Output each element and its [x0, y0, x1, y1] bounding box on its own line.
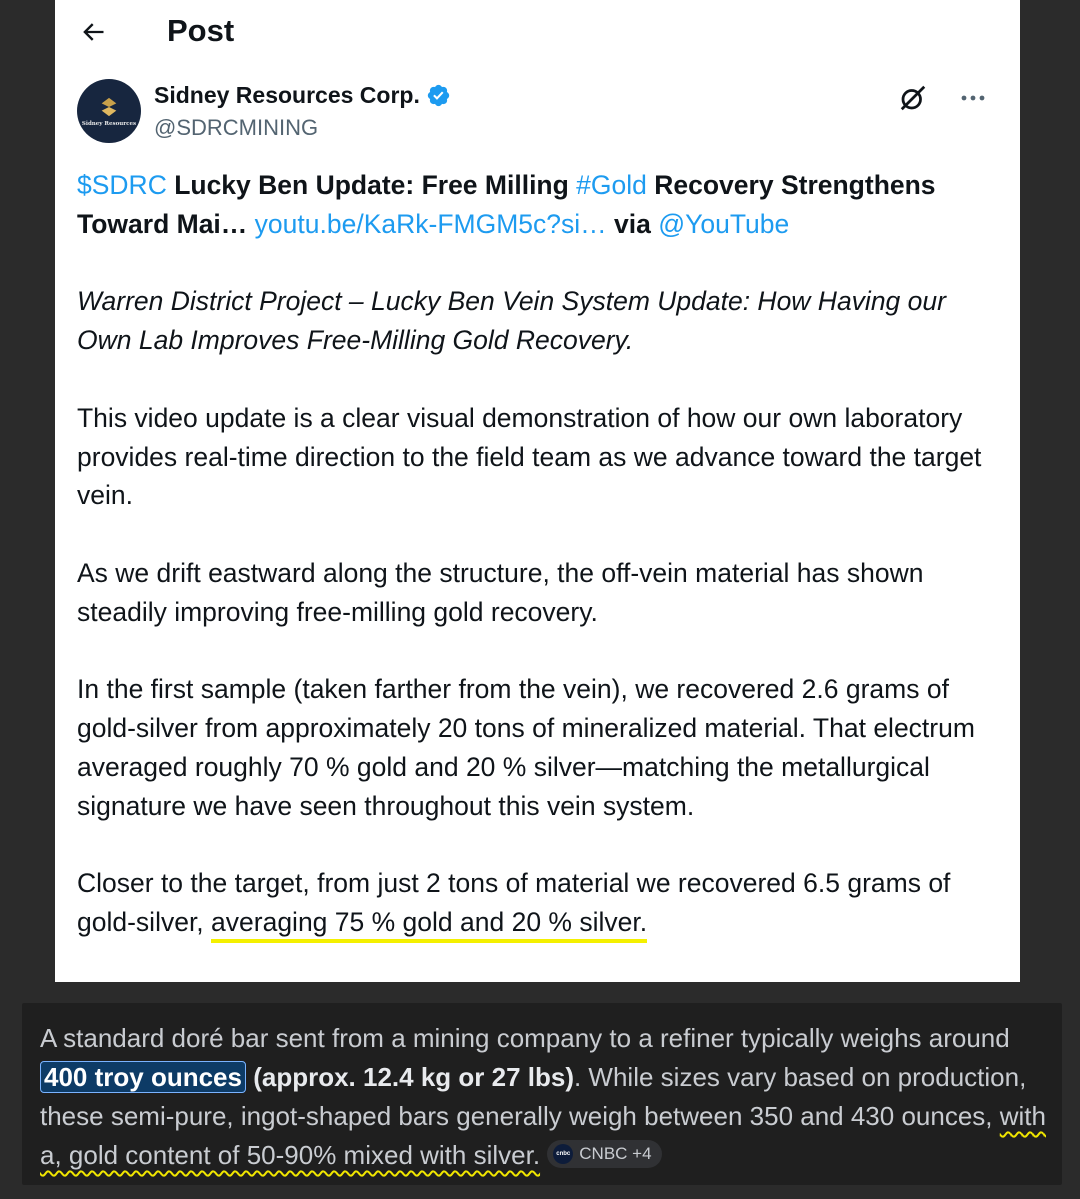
italic-paragraph: Warren District Project – Lucky Ben Vein System Update: How Having our Own Lab Improves Free-Milling Gold Recovery. — [77, 286, 946, 356]
display-name-text: Sidney Resources Corp. — [154, 82, 420, 108]
handle[interactable]: @SDRCMINING — [154, 115, 319, 140]
page-title: Post — [167, 13, 235, 48]
headline-text-a: Lucky Ben Update: Free Milling — [166, 170, 577, 200]
paragraph-3: As we drift eastward along the structure, the off-vein material has shown steadily improving free-milling gold recovery. — [77, 557, 924, 627]
source-chip[interactable] — [547, 1140, 661, 1168]
paragraph-5 — [77, 864, 1002, 942]
ai-bold-text: (approx. 12.4 kg or 27 lbs) — [245, 1062, 574, 1092]
highlighted-phrase: averaging 75 % gold and 20 % silver. — [211, 907, 647, 943]
paragraph-2: This video update is a clear visual demonstration of how our own laboratory provides real-time direction to the field team as we advance toward the target vein. — [77, 402, 982, 511]
more-options-icon[interactable] — [958, 83, 988, 113]
paragraph-5-text: Closer to the target, from just 2 tons of material we recovered 6.5 grams of gold-silver, — [77, 868, 951, 938]
post-header — [55, 0, 1020, 64]
ai-highlight: 400 troy ounces — [40, 1061, 246, 1093]
grok-icon[interactable] — [898, 83, 928, 113]
ai-text-a: A standard doré bar sent from a mining company to a refiner typically weighs around — [40, 1023, 1010, 1053]
back-arrow-icon — [79, 18, 107, 46]
avatar[interactable] — [77, 79, 141, 143]
via-text: via — [606, 208, 659, 239]
headline-text-b: Recovery Strengthens Toward Mai… — [77, 170, 936, 239]
ai-squiggle-text: with a, gold content of 50-90% mixed with silver. — [40, 1101, 1046, 1170]
back-button[interactable] — [77, 16, 109, 48]
company-logo-icon — [98, 96, 120, 118]
hashtag-link[interactable]: #Gold — [576, 170, 647, 200]
verified-badge-icon — [426, 83, 451, 108]
display-name[interactable] — [154, 82, 451, 109]
cashtag-link[interactable]: $SDRC — [77, 170, 167, 200]
post-body — [77, 166, 1002, 942]
avatar-text: Sidney Resources — [81, 120, 137, 127]
ai-text-b: . While sizes vary based on production, these semi-pure, ingot-shaped bars generally weigh between 350 and 430 ounces, — [40, 1062, 1027, 1131]
ai-overview-text — [40, 1019, 1050, 1175]
ai-overview-panel — [22, 1003, 1062, 1185]
post-headline — [77, 166, 1002, 244]
youtube-mention[interactable]: @YouTube — [658, 208, 790, 239]
post-card — [55, 0, 1020, 982]
source-chip-label: CNBC +4 — [579, 1144, 652, 1164]
youtube-link[interactable]: youtu.be/KaRk-FMGM5c?si… — [254, 208, 607, 239]
post-author — [77, 79, 997, 145]
paragraph-4: In the first sample (taken farther from the vein), we recovered 2.6 grams of gold-silver from approximately 20 tons of mineralized material. That electrum averaged roughly 70 % gold and 20 % silver—matching the metallurgical signature we have seen throughout this vein system. — [77, 674, 975, 821]
cnbc-logo-icon: cnbc — [553, 1144, 573, 1164]
